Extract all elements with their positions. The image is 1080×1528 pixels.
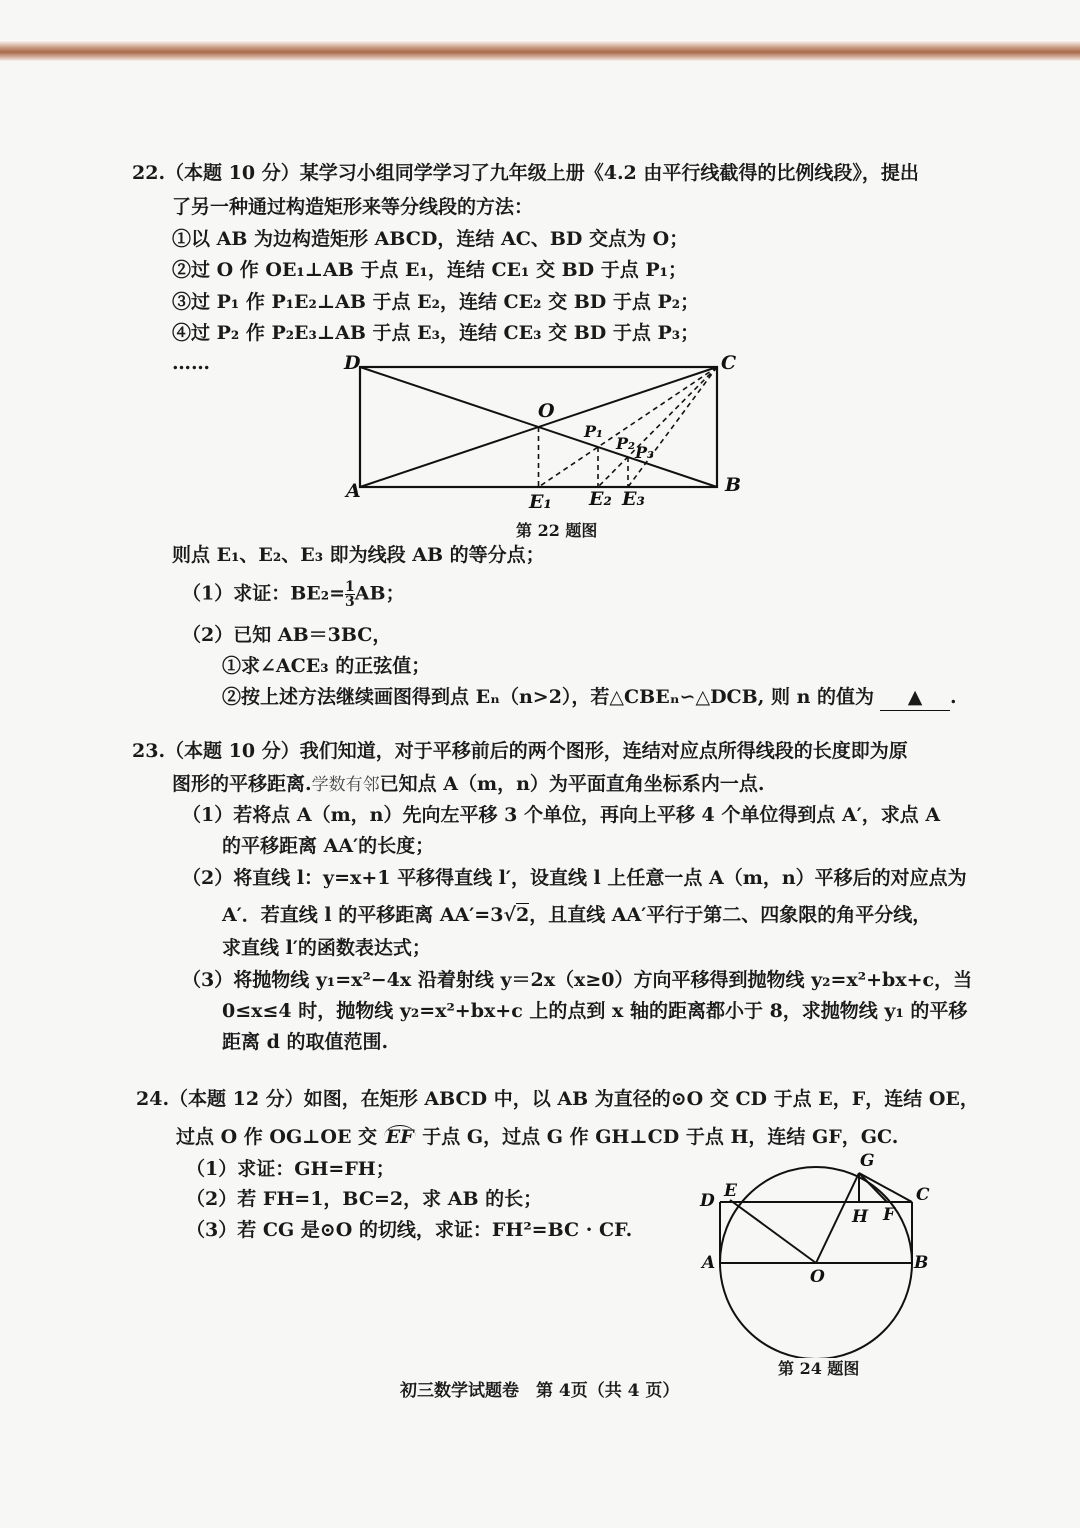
label-d: D: [344, 352, 361, 374]
q24-head: 24.（本题 12 分）如图，在矩形 ABCD 中，以 AB 为直径的⊙O 交 CD 于点 E，F，连结 OE，: [136, 1088, 979, 1110]
segment-ce3: [628, 367, 717, 487]
q23-head-2a: 图形的平移距离.: [172, 773, 312, 795]
q23-part-2b-post: ，且直线 AA′平行于第二、四象限的角平分线，: [529, 904, 932, 926]
q23-part-3b: 0≤x≤4 时，抛物线 y₂=x²+bx+c 上的点到 x 轴的距离都小于 8，求抛物线 y₁ 的平移: [222, 1000, 968, 1022]
q23-part-1a: （1）若将点 A（m，n）先向左平移 3 个单位，再向上平移 4 个单位得到点 A′，求点 A: [182, 804, 941, 826]
watermark: 学数有邻: [311, 775, 380, 795]
segment-oe: [730, 1200, 816, 1263]
label-f: F: [883, 1205, 896, 1225]
q23-head-2: [172, 771, 765, 798]
q24-figure: [690, 1148, 940, 1358]
label-e3: E₃: [622, 488, 645, 510]
q23-part-2b: [222, 902, 931, 928]
sqrt-symbol: √: [503, 904, 516, 926]
q24-head-2-pre: 过点 O 作 OG⊥OE 交: [176, 1126, 384, 1148]
sqrt-radicand: 2: [515, 904, 530, 926]
q22-head: 22.（本题 10 分）某学习小组同学学习了九年级上册《4.2 由平行线截得的比例线段》，提出: [132, 162, 919, 184]
fraction-numerator: 1: [345, 579, 355, 595]
label-a: A: [346, 480, 361, 502]
fraction-one-third: [345, 580, 355, 609]
q24-part-2: （2）若 FH=1，BC=2，求 AB 的长；: [186, 1188, 543, 1210]
label-p2: P₂: [616, 434, 636, 453]
label-a: A: [702, 1253, 716, 1273]
label-o: O: [810, 1267, 825, 1287]
label-c: C: [721, 352, 737, 374]
q24-head-2-post: 于点 G，过点 G 作 GH⊥CD 于点 H，连结 GF，GC.: [415, 1126, 899, 1148]
label-g: G: [860, 1151, 875, 1171]
answer-blank: ▲: [880, 684, 950, 711]
q22-part-1: [182, 580, 405, 609]
label-p1: P₁: [584, 422, 604, 441]
q22-figure: [330, 345, 750, 520]
q22-conclusion: 则点 E₁、E₂、E₃ 即为线段 AB 的等分点；: [172, 544, 545, 566]
label-d: D: [700, 1191, 715, 1211]
label-b: B: [914, 1253, 929, 1273]
label-b: B: [725, 474, 742, 496]
q22-part-2a: ①求∠ACE₃ 的正弦值；: [222, 655, 431, 677]
q22-part-2b: [222, 684, 957, 711]
arc-ef: EF: [385, 1126, 414, 1148]
q22-end-period: .: [950, 686, 957, 708]
q22-step-1: ①以 AB 为边构造矩形 ABCD，连结 AC、BD 交点为 O；: [172, 228, 689, 250]
label-e1: E₁: [529, 491, 552, 513]
q22-step-3: ③过 P₁ 作 P₁E₂⊥AB 于点 E₂，连结 CE₂ 交 BD 于点 P₂；: [172, 291, 700, 313]
q22-ellipsis: ……: [172, 352, 210, 374]
scan-edge: [0, 40, 1080, 62]
fraction-denominator: 3: [345, 594, 355, 610]
label-e: E: [724, 1181, 737, 1201]
q23-part-2a: （2）将直线 l：y=x+1 平移得直线 l′，设直线 l 上任意一点 A（m，n）平移后的对应点为: [182, 867, 967, 889]
q24-part-1: （1）求证：GH=FH；: [186, 1158, 395, 1180]
q22-part-2: （2）已知 AB＝3BC，: [182, 624, 392, 646]
label-c: C: [916, 1185, 930, 1205]
q22-part-1-suffix: AB；: [354, 582, 405, 605]
label-p3: P₃: [635, 443, 655, 462]
q22-part-1-prefix: （1）求证：BE₂=: [182, 582, 346, 605]
label-h: H: [852, 1207, 869, 1227]
q22-part-2b-text: ②按上述方法继续画图得到点 Eₙ（n>2），若△CBEₙ∽△DCB, 则 n 的值为: [222, 686, 875, 708]
segment-gf: [859, 1173, 887, 1202]
segment-ce2: [598, 367, 717, 487]
q22-step-4: ④过 P₂ 作 P₂E₃⊥AB 于点 E₃，连结 CE₃ 交 BD 于点 P₃；: [172, 322, 700, 344]
q22-step-2: ②过 O 作 OE₁⊥AB 于点 E₁，连结 CE₁ 交 BD 于点 P₁；: [172, 259, 687, 281]
q22-caption: 第 22 题图: [516, 521, 598, 540]
page-footer: 初三数学试题卷 第 4页（共 4 页）: [400, 1381, 680, 1401]
q22-head-2: 了另一种通过构造矩形来等分线段的方法：: [172, 196, 534, 218]
q23-part-3a: （3）将抛物线 y₁=x²−4x 沿着射线 y＝2x（x≥0）方向平移得到抛物线 y₂=x²+bx+c，当: [182, 969, 973, 991]
q23-part-2b-pre: A′．若直线 l 的平移距离 AA′=3: [222, 904, 504, 926]
q23-part-2c: 求直线 l′的函数表达式；: [222, 937, 431, 959]
q23-part-3c: 距离 d 的取值范围.: [222, 1031, 389, 1053]
q23-head-2b: 已知点 A（m，n）为平面直角坐标系内一点.: [379, 773, 765, 795]
label-e2: E₂: [589, 488, 612, 510]
q23-part-1b: 的平移距离 AA′的长度；: [222, 835, 435, 857]
q24-part-3: （3）若 CG 是⊙O 的切线，求证：FH²=BC · CF.: [186, 1219, 633, 1241]
label-o: O: [538, 400, 555, 422]
q24-head-2: [176, 1124, 898, 1150]
q23-head: 23.（本题 10 分）我们知道，对于平移前后的两个图形，连结对应点所得线段的长度即为原: [132, 740, 908, 762]
q24-caption: 第 24 题图: [778, 1359, 860, 1378]
